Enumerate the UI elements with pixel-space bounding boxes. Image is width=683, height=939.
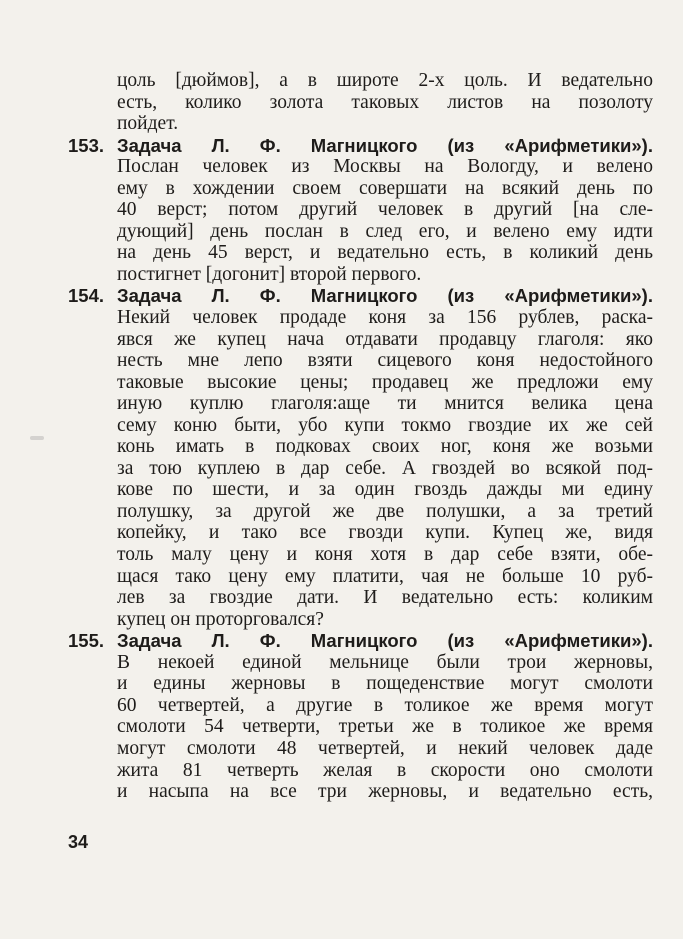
text-line: толь малу цену и коня хотя в дар себе взяти, обе- bbox=[117, 544, 653, 566]
text-line: явся же купец нача отдавати продавцу глаголя: яко bbox=[117, 328, 653, 350]
problem-number: 154. bbox=[68, 285, 105, 307]
text-line: за тою куплею в дар себе. А гвоздей во всякой под- bbox=[117, 457, 653, 479]
text-line: жита 81 четверть желая в скорости оно смолоти bbox=[117, 759, 653, 781]
problem-heading bbox=[68, 135, 653, 157]
text-line: ему в хождении своем совершати на всякий день по bbox=[117, 177, 653, 199]
text-line: и насыпа на все три жерновы, и ведательно есть, bbox=[117, 781, 653, 803]
text-line: несть мне лепо взяти сицевого коня недостойного bbox=[117, 350, 653, 372]
text-line: дующий] день послан в след его, и велено ему идти bbox=[117, 220, 653, 242]
text-line: есть, колико золота таковых листов на позолоту bbox=[117, 91, 653, 113]
text-line: Послан человек из Москвы на Вологду, и велено bbox=[117, 156, 653, 178]
text-line: 40 верст; потом другий человек в другий [на сле- bbox=[117, 199, 653, 221]
problem-title: Задача Л. Ф. Магницкого (из «Арифметики»). bbox=[117, 285, 653, 307]
text-line: 60 четвертей, а другие в толикое же время могут bbox=[117, 694, 653, 716]
text-line: таковые высокие цены; продавец же предложи ему bbox=[117, 371, 653, 393]
problem-heading bbox=[68, 285, 653, 307]
problem-number: 153. bbox=[68, 134, 105, 156]
text-line: кове по шести, и за один гвоздь дажды ми едину bbox=[117, 479, 653, 501]
text-line: лев за гвоздие дати. И ведательно есть: коликим bbox=[117, 587, 653, 609]
text-line: конь имать в подковах своих ног, коня же возьми bbox=[117, 436, 653, 458]
problem-title: Задача Л. Ф. Магницкого (из «Арифметики»). bbox=[117, 134, 653, 156]
text-line: цоль [дюймов], а в широте 2-х цоль. И ведательно bbox=[117, 70, 653, 91]
paper-speck bbox=[30, 436, 44, 440]
page-number: 34 bbox=[68, 832, 89, 852]
problem-number: 155. bbox=[68, 630, 105, 652]
text-line: на день 45 верст, и ведательно есть, в коликий день bbox=[117, 242, 653, 264]
text-line: щася тако цену ему платити, чая не больше 10 руб- bbox=[117, 565, 653, 587]
text-line: сему коню быти, убо купи токмо гвоздие их же сей bbox=[117, 414, 653, 436]
text-line: В некоей единой мельнице были трои жерновы, bbox=[117, 651, 653, 673]
problem-heading bbox=[68, 630, 653, 652]
text-line: смолоти 54 четверти, третьи же в толикое же время bbox=[117, 716, 653, 738]
text-line: пойдет. bbox=[117, 113, 179, 135]
text-line: копейку, и тако все гвозди купи. Купец же, видя bbox=[117, 522, 653, 544]
problem-title: Задача Л. Ф. Магницкого (из «Арифметики»). bbox=[117, 630, 653, 652]
text-line: купец он проторговался? bbox=[117, 608, 324, 630]
text-line: полушку, за другой же две полушки, а за третий bbox=[117, 500, 653, 522]
text-line: и едины жерновы в пощеденствие могут смолоти bbox=[117, 673, 653, 695]
text-line: могут смолоти 48 четвертей, и некий человек даде bbox=[117, 737, 653, 759]
text-line: постигнет [догонит] второй первого. bbox=[117, 263, 422, 285]
page-text bbox=[68, 70, 653, 803]
text-line: иную куплю глаголя:аще ти мнится велика цена bbox=[117, 393, 653, 415]
text-line: Некий человек продаде коня за 156 рублев, раска- bbox=[117, 307, 653, 329]
